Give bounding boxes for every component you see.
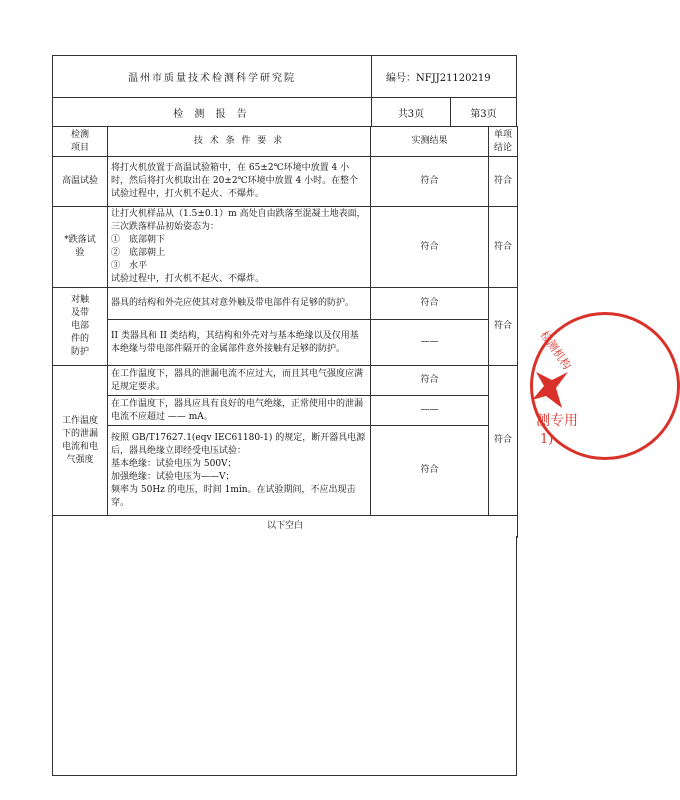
table-row bbox=[53, 207, 518, 288]
item-drop-line2: 验 bbox=[75, 248, 85, 258]
req-drop-line: ① 底部朝下 bbox=[111, 235, 166, 245]
item-high-temp: 高温试验 bbox=[53, 157, 108, 207]
report-title: 检 测 报 告 bbox=[173, 108, 251, 120]
header-total-pages-cell bbox=[371, 97, 451, 127]
result-leakage-3: 符合 bbox=[371, 426, 489, 516]
total-pages: 共3页 bbox=[397, 108, 425, 120]
page-frame-lower bbox=[52, 536, 517, 776]
item-leakage-line: 电流和电 bbox=[61, 441, 98, 452]
req-drop bbox=[108, 207, 371, 288]
item-shock-line: 电部 bbox=[70, 321, 89, 331]
header-title-cell bbox=[52, 97, 372, 127]
table-row bbox=[53, 396, 518, 426]
req-leakage-3-line: 加强绝缘：试验电压为——V； bbox=[111, 471, 235, 482]
result-leakage-1: 符合 bbox=[371, 366, 489, 396]
req-drop-line: ③ 水平 bbox=[111, 261, 148, 271]
result-drop: 符合 bbox=[371, 207, 489, 288]
col-item-header-line2: 项目 bbox=[70, 142, 89, 153]
item-leakage-line: 下的泄漏 bbox=[61, 428, 98, 439]
stamp-text-mid: 测专用 bbox=[536, 413, 578, 429]
report-number: 编号：NFJJ21120219 bbox=[386, 73, 491, 84]
col-item-header bbox=[53, 127, 108, 157]
col-result-header: 实测结果 bbox=[371, 127, 489, 157]
conclusion-leakage: 符合 bbox=[489, 366, 518, 516]
header-institute-cell bbox=[52, 55, 372, 98]
stamp-text-top: 检测机构 bbox=[537, 328, 574, 373]
req-drop-line: 试验过程中，打火机不起火、不爆炸。 bbox=[111, 274, 265, 284]
conclusion-shock: 符合 bbox=[489, 288, 518, 366]
item-shock-line: 及带 bbox=[70, 308, 89, 318]
institute-name: 温州市质量技术检测科学研究院 bbox=[128, 73, 296, 84]
req-leakage-3-line: 按照 GB/T17627.1(eqv IEC61180-1) 的规定，断开器具电源后，器具绝缘立即经受电压试验： bbox=[111, 432, 366, 456]
result-leakage-2: —— bbox=[371, 396, 489, 426]
result-high-temp: 符合 bbox=[371, 157, 489, 207]
item-shock-line: 件的 bbox=[70, 334, 89, 344]
col-conclusion-header bbox=[489, 127, 518, 157]
col-conclusion-header-line2: 结论 bbox=[493, 142, 512, 153]
table-header-row bbox=[53, 127, 518, 157]
result-shock-1: 符合 bbox=[371, 288, 489, 320]
item-leakage-line: 工作温度 bbox=[61, 415, 98, 426]
req-leakage-1: 在工作温度下，器具的泄漏电流不应过大，而且其电气强度应满足规定要求。 bbox=[108, 366, 371, 396]
result-shock-2: —— bbox=[371, 320, 489, 366]
stamp-star-icon bbox=[532, 370, 568, 410]
req-leakage-3 bbox=[108, 426, 371, 516]
item-drop-line1: *跌落试 bbox=[64, 235, 96, 245]
item-leakage bbox=[53, 366, 108, 516]
col-requirement-header: 技 术 条 件 要 求 bbox=[108, 127, 371, 157]
conclusion-high-temp: 符合 bbox=[489, 157, 518, 207]
footer-note: 以下空白 bbox=[53, 516, 518, 538]
req-shock-2: II 类器具和 II 类结构，其结构和外壳对与基本绝缘以及仅用基本绝缘与带电部件隔开的金属部件意外接触有足够的防护。 bbox=[108, 320, 371, 366]
header-page-cell bbox=[450, 97, 517, 127]
stamp-text-bottom: 1) bbox=[540, 432, 554, 447]
item-drop bbox=[53, 207, 108, 288]
item-shock-line: 防护 bbox=[70, 347, 89, 357]
table-row bbox=[53, 157, 518, 207]
col-conclusion-header-line1: 单项 bbox=[493, 129, 512, 140]
req-leakage-2: 在工作温度下，器具应具有良好的电气绝缘，正常使用中的泄漏电流不应超过 —— mA。 bbox=[108, 396, 371, 426]
table-row bbox=[53, 426, 518, 516]
conclusion-drop: 符合 bbox=[489, 207, 518, 288]
req-leakage-3-line: 基本绝缘：试验电压为 500V； bbox=[111, 458, 237, 469]
page-number: 第3页 bbox=[470, 108, 497, 120]
report-table bbox=[52, 126, 518, 538]
table-row bbox=[53, 366, 518, 396]
item-leakage-line: 气强度 bbox=[66, 454, 94, 465]
req-leakage-3-line: 频率为 50Hz 的电压，时间 1min。在试验期间，不应出现击穿。 bbox=[111, 484, 356, 508]
table-row-footer bbox=[53, 516, 518, 538]
req-shock-1: 器具的结构和外壳应使其对意外触及带电部件有足够的防护。 bbox=[108, 288, 371, 320]
req-drop-line: ② 底部朝上 bbox=[111, 248, 166, 258]
req-drop-line: 让打火机样品从（1.5±0.1）m 高处自由跌落至混凝土地表面，三次跌落样品初始姿态为： bbox=[111, 209, 366, 232]
table-row bbox=[53, 320, 518, 366]
official-stamp bbox=[530, 312, 578, 460]
item-shock bbox=[53, 288, 108, 366]
req-high-temp: 将打火机放置于高温试验箱中，在 65±2℃环境中放置 4 小时，然后将打火机取出在 20±2℃环境中放置 4 小时。在整个试验过程中，打火机不起火、不爆炸。 bbox=[108, 157, 371, 207]
col-item-header-line1: 检测 bbox=[70, 129, 89, 140]
header-reportno-cell bbox=[371, 55, 517, 98]
table-row bbox=[53, 288, 518, 320]
item-shock-line: 对触 bbox=[70, 295, 89, 305]
